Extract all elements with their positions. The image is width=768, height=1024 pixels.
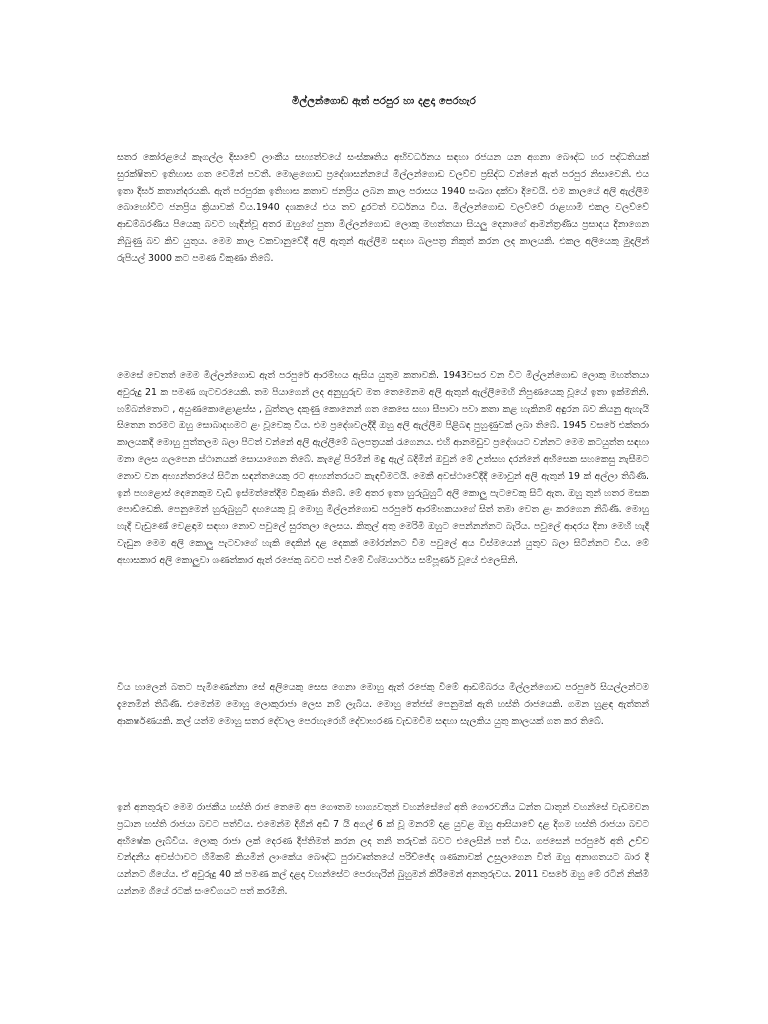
paragraph-3: විය හාලෙන් බතට පැමිණෙන්නා සේ අලියෙකු සෙස ගෙනා මොහු ඇත් රජෙකු වීමේ ආඩම්බරය මිල්ලන්ගොඩ පරපුරේ සියල්ලන්ටම දැනෙමින් තිබිණි. එමෙන්ම මොහු ලොකුරාජා ලෙස නම් ලැබිය. මොහු තේජස් පෙනුමක් ඇති හස්ති රාජයෙකි. ගමන හුළඳ ඇත්තන් ආකර්ෂණයකි. කල් යත්ම මොහු සතර දේවාල පෙරහැරෙහි දේවාභරණ වැඩමවීම සඳහා සැලකිය යුතු කාලයක් ගත කර තිබේ. [117, 682, 649, 727]
document-title: මිල්ලන්ගොඩ ඇත් පරපුර හා දළදා පෙරහැර [291, 96, 477, 107]
paragraph-2: මෙසේ වෙතත් මෙම මිල්ලන්ගොඩ ඇත් පරපුරේ ආරම්භය ඇසිය යුතුම කතාවකි. 1943වසර වන විට මිල්ලන්ගොඩ ලොකු මහත්තයා අවුරුදු 21 ක පමණ ගැටවරයෙකි. තම පියාගෙන් ලද අනුහුරුව මත තෙමෙනම අලි ඇතුන් ඇල්ලීමෙහි නිපුණයෙකු වූයේ ඉතා ඉක්මනිනි. හම්බන්තොට , අයුණකොළොළස්ස , බුත්තල දකුණු කොනෙන් ගත කෙසෙ සහා සීපාවා පවා කතා කළ හැකිනම් අඳුරන බව කියනු ඇහැයි සිතෙන තරමට ඔහු සොබාදහමට ළං වූවෙකු විය. එම ප්‍රදේශවලදීදී ඔහු අලි ඇල්ලීම පිළිබඳ පුහුණුවක් ලබා තිබේ. 1945 වසරේ එක්තරා කාලයකදී මොහු පුත්තලම බලා පිටත් වන්නේ අලි ඇල්ලීමේ බලපත්‍රයක් රැගෙනය. එහි ආනමඩුව ප්‍රදේශයට වන්නට මෙම කටයුත්ත සඳහා මනා ලෙස ගලපෙන ස්ථානයක් සොයාගෙන තිබේ. කැළේ පිරමීන් මඳු ඇල් බදිමින් ඔවුන් මේ උත්සහ දරන්නේ අභිසෙක සහකෙසු නැසීමට නොව වන අභ්‍යන්තරයේ සිටින සඳන්තයෙකු රට අභ්‍යන්තරයට කැඳවීමටයි. මෙකී අවස්ථාවේදීදී මොවුන් අලි ඇතුන් 19 ක් අල්ලා තිබීණි. ඉන් පහළොස් දෙනෙකුම වැඩි ඉස්මත්තේදීම විකුණා තිබේ. මේ අතර ඉතා හුරුබුහුටි අලි කොලු පැටවෙකු සිටි ඇත. ඔහු තුන් හතර මසක පොඩ්ඩෙකි. පෙනුමෙන් හුරුබුහුටි දඟයෙකු වූ මොහු මිල්ලන්ගොඩ පරපුරේ ආරම්භකයාගේ සිත් තමා වෙත ළං කරගෙන නිබිණි. මොහු හැදී වැඩුණේ වෙළඳාම සඳහා නොව පවුලේ සුරතලා ලෙසය. කිතුල් අතු මෙරිමි ඔහුට පෙන්නන්නට බැරිය. පවුලේ ආදරය දිනා මෙහි හැදී වැඩුන මෙම අලි කොලු පැටවාගේ හැකි දෙකින් දළ දෙකක් මෝරන්නට වීම පවුලේ අය විස්මයෙන් යුතුව බලා සිටින්නට විය. මේ අභාසකාර අලි කොලුවා ශණත්කාර ඇත් රජෙකු බවට පත් වීමේ විශ්මයාර්ථය සම්පූර්ණ වූයේ එලෙසිනි. [117, 370, 649, 566]
paragraph-4: ඉන් අනතුරුව මෙම රාජකීය හස්ති රාජ තෙමෙ අප ගෞතම භාග්‍යවතුන් වහන්සේගේ අති ගෞරවනීය ධන්ත ධාතූන් වහන්සේ වැඩමවන ප්‍රධාන හස්ති රාජයා බවට පත්විය. එමෙන්ම දිගින් අඩි 7 යි අගල් 6 ක් වූ මනරම් දළ යුවළ ඔහු ආසියාවේ දළ දිගම හස්ති රාජයා බවට අභිෂේක ලැබ්විය. ලොකු රාජා ලක් දෙරණ දීප්තිමත් කරන ලද තනි තරුවක් බවට එලෙසින් පත් විය. ගජසෙන් පරපුරේ අති උච්ච වන්දනීය අවස්ථාවට හිමිකම් කියමින් ලාංකේය බෞද්ධ පුරාවෘත්තයේ පරිච්ඡේද ශණනාවක් උසුලාගෙන විත් ඔහු අනාගතයට බාර දී යන්නට ගියේය. ඒ අවුරුදු 40 ක් පමණ කල් දළදා වහන්සේට පෙරහැරින් බුහුමන් කිරීමෙන් අනතුරුවය. 2011 වසරේ ඔහු මේ රටින් නික්මී යන්නම ගියේ රටක් සංවේගයට පත් කරමිනි. [117, 802, 649, 897]
paragraph-1: සතර කෝරළයේ කෑගල්ල දිසාවේ ලාංකීය සභ්‍යත්වයේ සංස්කෘතිය අභිවර්ධනය සඳහා රජයන යන අගනා බෞද්ධ හර පද්ධතියක් සුරක්ෂිතව ඉතිහාස ගත වෙමින් පවතී. මොළගොඩ ප්‍රදේශාසන්නයේ මිල්ලන්ගොඩ වලව්ව ප්‍රසිද්ධ වන්නේ ඇත් පරපුර නිසාවෙනි. එය ඉතා දීර්ඝ කතාන්දරයකි. ඇත් පරපුරක ඉතිහාස කතාව ජනප්‍රිය ලබන කාල පරාසය 1940 සංඛ්‍යා දක්වා දිවෙයි. එම කාලයේ අලි ඇල්ලීම බොහෝවිට ජනප්‍රිය ක්‍රියාවක් විය.1940 දශකයේ එය තව දුරටත් වර්ධනය විය. මිල්ලන්ගොඩ වලව්වේ රාළහාමි එකල වලව්වේ ආඩම්බරණීය පියෙකු බවට හැඳින්වූ අතර ඔහුගේ පුතා මිල්ලන්ගොඩ ලොකු මහත්තයා සියලු දෙනාගේ ආමන්ත්‍රණීය ප්‍රසාදය දිනාගෙන නිබුණු බව කිව යුතුය. මෙම කාල වකවානුවේදී අලි ඇතුන් ඇල්ලීම සඳහා බලපත්‍ර නිකුත් කරන ලද කාලයකි. එකල අලියෙකු මුදලින් රුපියල් 3000 කට පමණ විකුණා තිබේ. [117, 152, 649, 264]
